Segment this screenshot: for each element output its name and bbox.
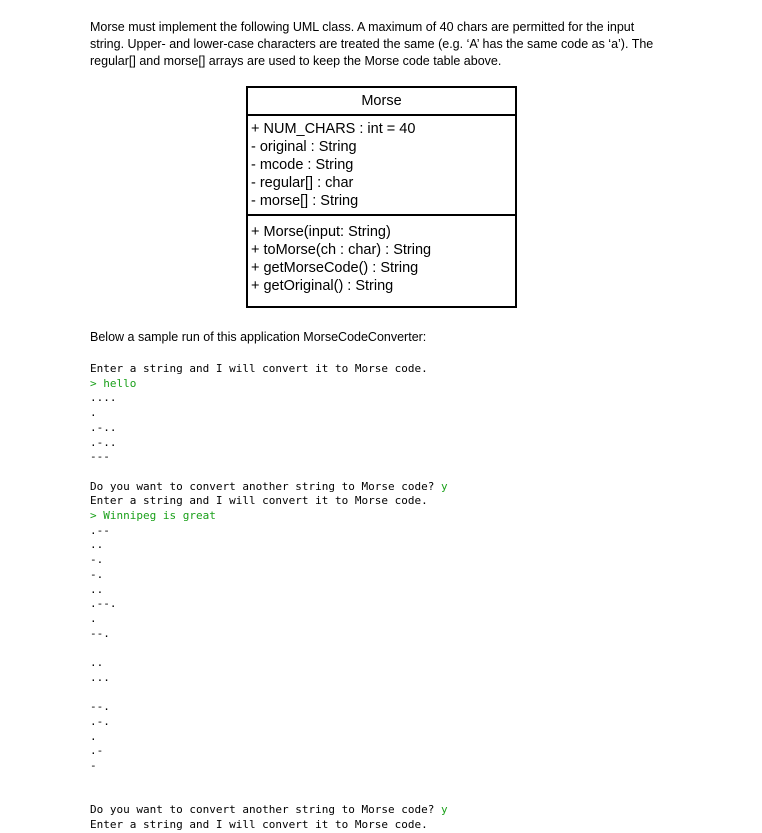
intro-line: regular[] and morse[] arrays are used to keep the Morse code table above. [90,54,502,68]
console-line [90,377,448,392]
console-morse-output: . [90,729,97,743]
console-line [90,788,448,803]
sample-run-caption: Below a sample run of this application MorseCodeConverter: [90,330,427,344]
console-line [90,553,448,568]
console-user-input: y [441,803,448,817]
console-line [90,480,448,495]
console-morse-output: .-.. [90,435,117,449]
console-line [90,759,448,774]
uml-attribute: + NUM_CHARS : int = 40 [251,121,416,137]
console-prompt: Do you want to convert another string to Morse code? [90,479,441,493]
console-morse-output: ... [90,670,110,684]
console-output [90,362,448,833]
uml-method: + getOriginal() : String [251,278,394,294]
uml-attribute: - mcode : String [251,157,354,173]
console-morse-output: --. [90,700,110,714]
console-morse-output: .-.. [90,420,117,434]
uml-class-diagram [246,86,517,308]
console-line [90,730,448,745]
intro-line: string. Upper- and lower-case characters are treated the same (e.g. ‘A’ has the same code as ‘a’). The [90,37,654,51]
console-line [90,818,448,833]
console-morse-output: .. [90,656,104,670]
console-line [90,700,448,715]
console-line [90,744,448,759]
console-morse-output: . [90,406,97,420]
console-morse-output: --. [90,626,110,640]
console-line [90,774,448,789]
console-line [90,406,448,421]
console-morse-output: .- [90,744,104,758]
console-line [90,538,448,553]
uml-class-name: Morse [248,88,515,116]
intro-line: Morse must implement the following UML class. A maximum of 40 chars are permitted for the input [90,20,635,34]
console-line [90,494,448,509]
console-morse-output: .-. [90,714,110,728]
console-line [90,465,448,480]
uml-attributes [248,116,515,216]
console-prompt: Do you want to convert another string to Morse code? [90,803,441,817]
console-user-input: y [441,479,448,493]
console-morse-output: .--. [90,597,117,611]
console-prompt: Enter a string and I will convert it to Morse code. [90,494,428,508]
console-line [90,421,448,436]
console-morse-output: - [90,758,97,772]
console-morse-output: --- [90,450,110,464]
uml-method: + Morse(input: String) [251,224,391,240]
console-line [90,568,448,583]
console-morse-output: -. [90,567,104,581]
uml-methods [248,216,515,295]
console-line [90,671,448,686]
console-user-input: > hello [90,376,137,390]
uml-attribute: - regular[] : char [251,175,354,191]
console-morse-output: .. [90,538,104,552]
intro-paragraph [90,19,690,70]
console-user-input: > Winnipeg is great [90,509,216,523]
uml-attribute: - original : String [251,139,357,155]
console-morse-output: .... [90,391,117,405]
console-line [90,391,448,406]
uml-attribute: - morse[] : String [251,193,359,209]
console-morse-output: -. [90,553,104,567]
console-line [90,656,448,671]
console-line [90,436,448,451]
console-morse-output: . [90,611,97,625]
console-line [90,450,448,465]
console-morse-output: .. [90,582,104,596]
console-line [90,524,448,539]
console-line [90,612,448,627]
console-morse-output: .-- [90,523,110,537]
console-line [90,597,448,612]
console-line [90,583,448,598]
console-line [90,685,448,700]
uml-method: + toMorse(ch : char) : String [251,242,432,258]
console-line [90,803,448,818]
uml-method: + getMorseCode() : String [251,260,419,276]
console-line [90,509,448,524]
console-line [90,641,448,656]
console-line [90,627,448,642]
console-line [90,715,448,730]
console-line [90,362,448,377]
console-prompt: Enter a string and I will convert it to Morse code. [90,362,428,375]
console-prompt: Enter a string and I will convert it to Morse code. [90,817,428,831]
